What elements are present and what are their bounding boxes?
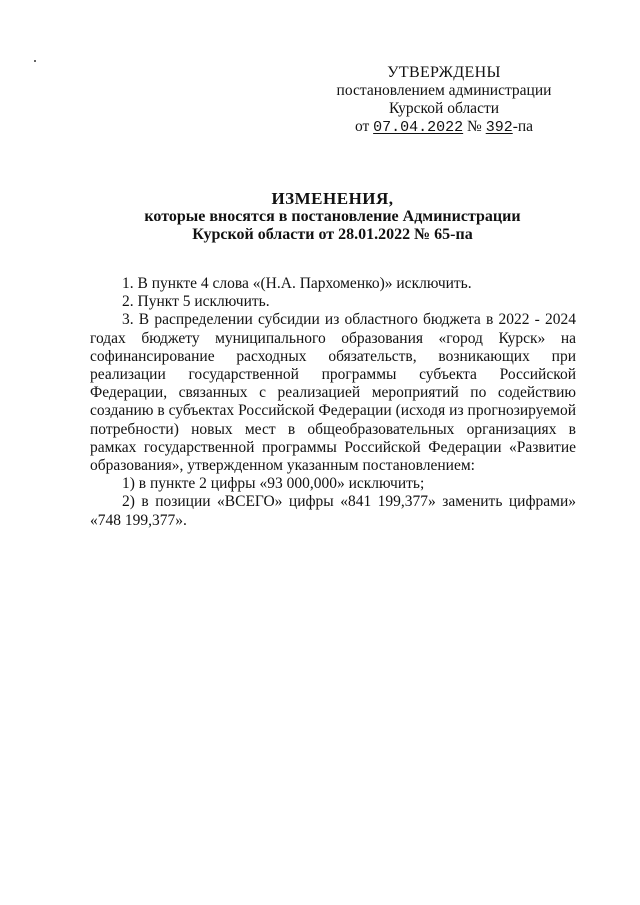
approval-heading: УТВЕРЖДЕНЫ bbox=[387, 64, 501, 81]
document-title-block bbox=[90, 190, 575, 244]
paragraph-item-2: 2. Пункт 5 исключить. bbox=[122, 293, 270, 311]
document-body bbox=[90, 275, 576, 530]
approval-line-2: Курской области bbox=[388, 100, 500, 117]
document-title: ИЗМЕНЕНИЯ, bbox=[271, 189, 394, 208]
paragraph-subitem-2: 2) в позиции «ВСЕГО» цифры «841 199,377» заменить цифрами» «748 199,377». bbox=[90, 493, 576, 529]
approval-line-1: постановлением администрации bbox=[336, 82, 552, 99]
paragraph-item-3: 3. В распределении субсидии из областного бюджета в 2022 - 2024 годах бюджету муниципального образования «город Курск» на софинансирование расходных обязательств, возникающих при реализации государственной программы субъекта Российской Федерации, связанных с реализацией мероприятий по содействию созданию в субъектах Российской Федерации (исходя из прогнозируемой потребности) новых мест в общеобразовательных организациях в рамках государственной программы Российской Федерации «Развитие образования», утвержденном указанным постановлением: bbox=[90, 311, 576, 475]
date-prefix: от bbox=[354, 118, 370, 135]
paragraph-item-1: 1. В пункте 4 слова «(Н.А. Пархоменко)» исключить. bbox=[122, 275, 472, 292]
number-prefix: № bbox=[467, 118, 482, 135]
scan-artifact-dot bbox=[34, 60, 36, 62]
document-subtitle-line-1: которые вносятся в постановление Администрации bbox=[144, 208, 521, 225]
decree-date: 07.04.2022 bbox=[373, 119, 464, 136]
decree-number: 392 bbox=[485, 119, 513, 136]
approval-stamp-block bbox=[314, 64, 574, 137]
approval-date-line bbox=[355, 118, 533, 137]
document-subtitle-line-2: Курской области от 28.01.2022 № 65-па bbox=[192, 226, 473, 243]
number-suffix: -па bbox=[512, 118, 534, 135]
paragraph-subitem-1: 1) в пункте 2 цифры «93 000,000» исключить; bbox=[122, 475, 425, 493]
